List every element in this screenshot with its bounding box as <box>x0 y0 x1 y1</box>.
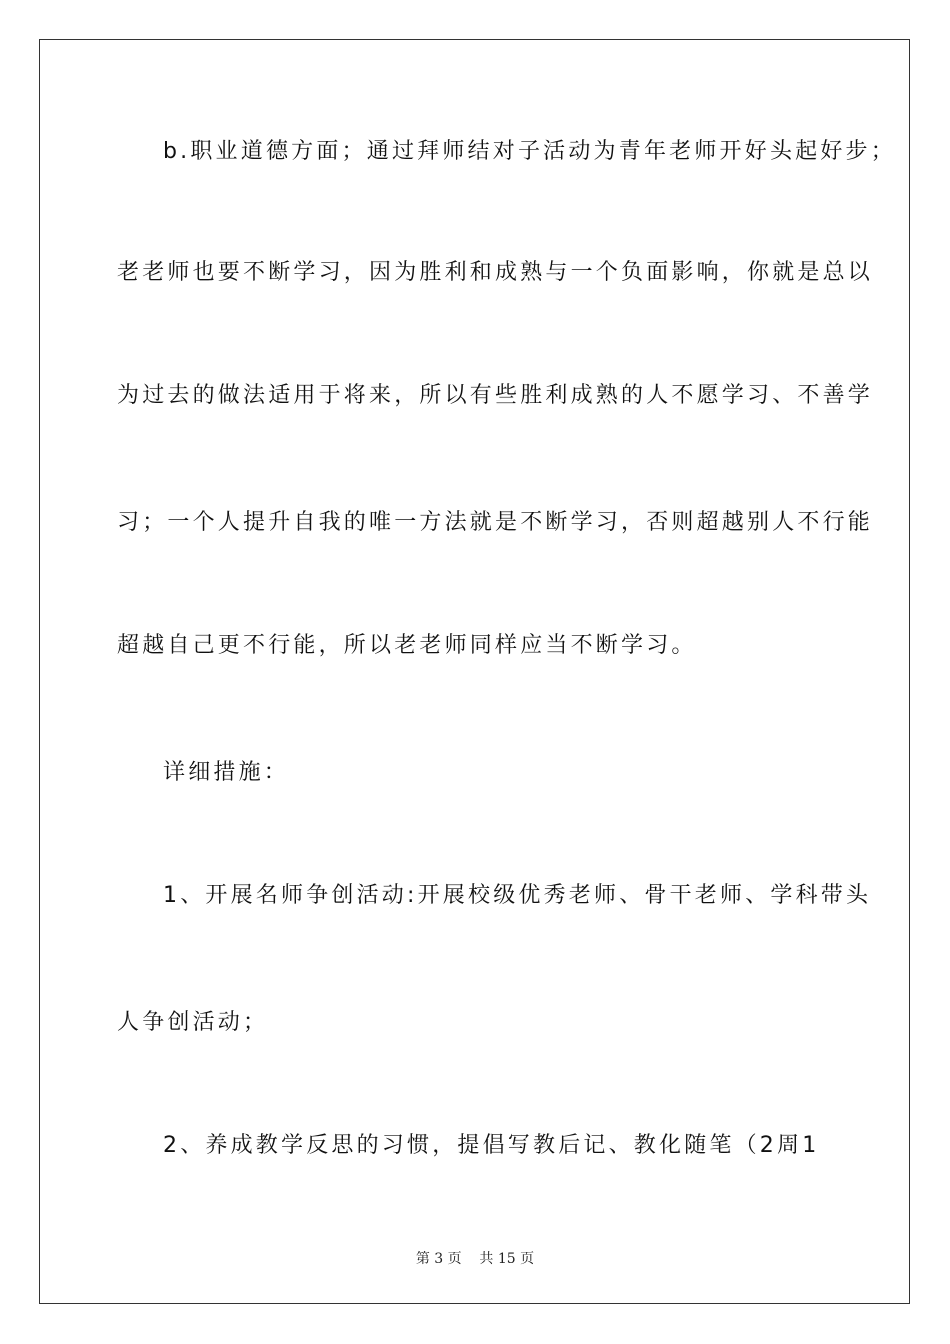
page-number-footer: 第 3 页 共 15 页 <box>415 1251 535 1267</box>
paragraph-line: 老老师也要不断学习，因为胜利和成熟与一个负面影响，你就是总以 <box>117 260 874 285</box>
paragraph-line: 为过去的做法适用于将来，所以有些胜利成熟的人不愿学习、不善学 <box>117 383 874 408</box>
page-border <box>39 39 910 1304</box>
paragraph-line: 超越自己更不行能，所以老老师同样应当不断学习。 <box>117 633 697 658</box>
section-heading: 详细措施： <box>163 760 290 785</box>
paragraph-line: b.职业道德方面；通过拜师结对子活动为青年老师开好头起好步； <box>163 139 896 164</box>
list-item-continuation: 人争创活动； <box>117 1010 269 1035</box>
list-item: 2、养成教学反思的习惯，提倡写教后记、教化随笔（2周1 <box>163 1133 820 1158</box>
paragraph-line: 习；一个人提升自我的唯一方法就是不断学习，否则超越别人不行能 <box>117 510 874 535</box>
list-item: 1、开展名师争创活动:开展校级优秀老师、骨干老师、学科带头 <box>163 883 872 908</box>
